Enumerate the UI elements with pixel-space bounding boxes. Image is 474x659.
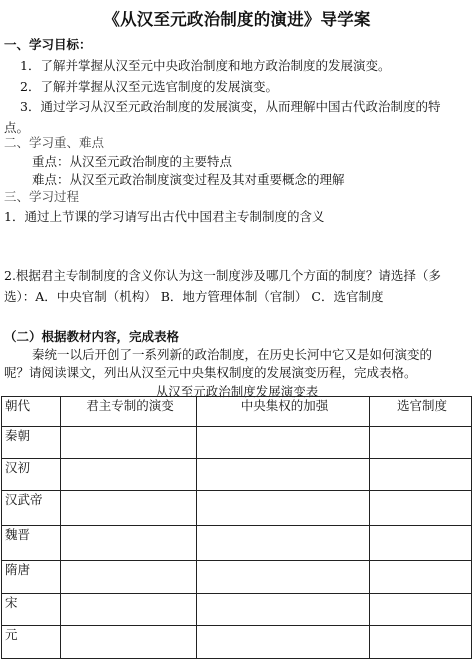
- monarchy-cell[interactable]: [61, 491, 197, 526]
- table-row: [2, 526, 472, 561]
- centralization-cell[interactable]: [197, 459, 370, 491]
- objective-item-3: 3．通过学习从汉至元政治制度的发展演变，从而理解中国古代政治制度的特: [20, 99, 441, 114]
- evolution-table: [1, 396, 472, 659]
- header-selection: 选官制度: [370, 397, 472, 427]
- table-header-row: [2, 397, 472, 427]
- dynasty-cell: 隋唐: [2, 561, 61, 594]
- objective-item-3-continued: 点。: [4, 120, 30, 135]
- section-table-task-heading: （二）根据教材内容，完成表格: [4, 329, 180, 344]
- dynasty-cell: 宋: [2, 594, 61, 626]
- section-key-points-heading: 二、学习重、难点: [4, 135, 105, 150]
- dynasty-cell: 汉初: [2, 459, 61, 491]
- selection-cell[interactable]: [370, 427, 472, 459]
- selection-cell[interactable]: [370, 459, 472, 491]
- monarchy-cell[interactable]: [61, 626, 197, 659]
- table-row: [2, 626, 472, 659]
- selection-cell[interactable]: [370, 626, 472, 659]
- centralization-cell[interactable]: [197, 626, 370, 659]
- header-centralization: 中央集权的加强: [197, 397, 370, 427]
- table-row: [2, 561, 472, 594]
- monarchy-cell[interactable]: [61, 427, 197, 459]
- header-monarchy: 君主专制的演变: [61, 397, 197, 427]
- objective-item-2: 2．了解并掌握从汉至元选官制度的发展演变。: [20, 79, 278, 94]
- centralization-cell[interactable]: [197, 526, 370, 561]
- monarchy-cell[interactable]: [61, 594, 197, 626]
- centralization-cell[interactable]: [197, 427, 370, 459]
- section-process-heading: 三、学习过程: [4, 189, 80, 204]
- selection-cell[interactable]: [370, 526, 472, 561]
- key-point-text: 重点：从汉至元政治制度的主要特点: [32, 154, 233, 169]
- dynasty-cell: 秦朝: [2, 427, 61, 459]
- selection-cell[interactable]: [370, 561, 472, 594]
- objective-item-1: 1．了解并掌握从汉至元中央政治制度和地方政治制度的发展演变。: [20, 58, 391, 73]
- dynasty-cell: 元: [2, 626, 61, 659]
- monarchy-cell[interactable]: [61, 526, 197, 561]
- table-row: [2, 427, 472, 459]
- selection-cell[interactable]: [370, 491, 472, 526]
- question-2-line-1: 2.根据君主专制制度的含义你认为这一制度涉及哪几个方面的制度？请选择（多: [4, 268, 441, 283]
- monarchy-cell[interactable]: [61, 561, 197, 594]
- centralization-cell[interactable]: [197, 491, 370, 526]
- centralization-cell[interactable]: [197, 594, 370, 626]
- dynasty-cell: 汉武帝: [2, 491, 61, 526]
- difficulty-text: 难点：从汉至元政治制度演变过程及其对重要概念的理解: [32, 172, 345, 187]
- section-objectives-heading: 一、学习目标：: [4, 37, 92, 52]
- centralization-cell[interactable]: [197, 561, 370, 594]
- table-row: [2, 459, 472, 491]
- monarchy-cell[interactable]: [61, 459, 197, 491]
- table-row: [2, 594, 472, 626]
- question-2-line-2: 选）：A．中央官制（机构） B．地方管理体制（官制） C．选官制度: [4, 289, 384, 304]
- instruction-line-1: 秦统一以后开创了一系列新的政治制度，在历史长河中它又是如何演变的: [32, 347, 433, 362]
- header-dynasty: 朝代: [2, 397, 61, 427]
- document-title: 《从汉至元政治制度的演进》导学案: [103, 10, 371, 29]
- table-row: [2, 491, 472, 526]
- selection-cell[interactable]: [370, 594, 472, 626]
- table-title: 从汉至元政治制度发展演变表: [155, 384, 319, 399]
- dynasty-cell: 魏晋: [2, 526, 61, 561]
- question-1: 1．通过上节课的学习请写出古代中国君主专制制度的含义: [4, 209, 325, 224]
- instruction-line-2: 呢？请阅读课文，列出从汉至元中央集权制度的发展演变历程，完成表格。: [4, 365, 417, 380]
